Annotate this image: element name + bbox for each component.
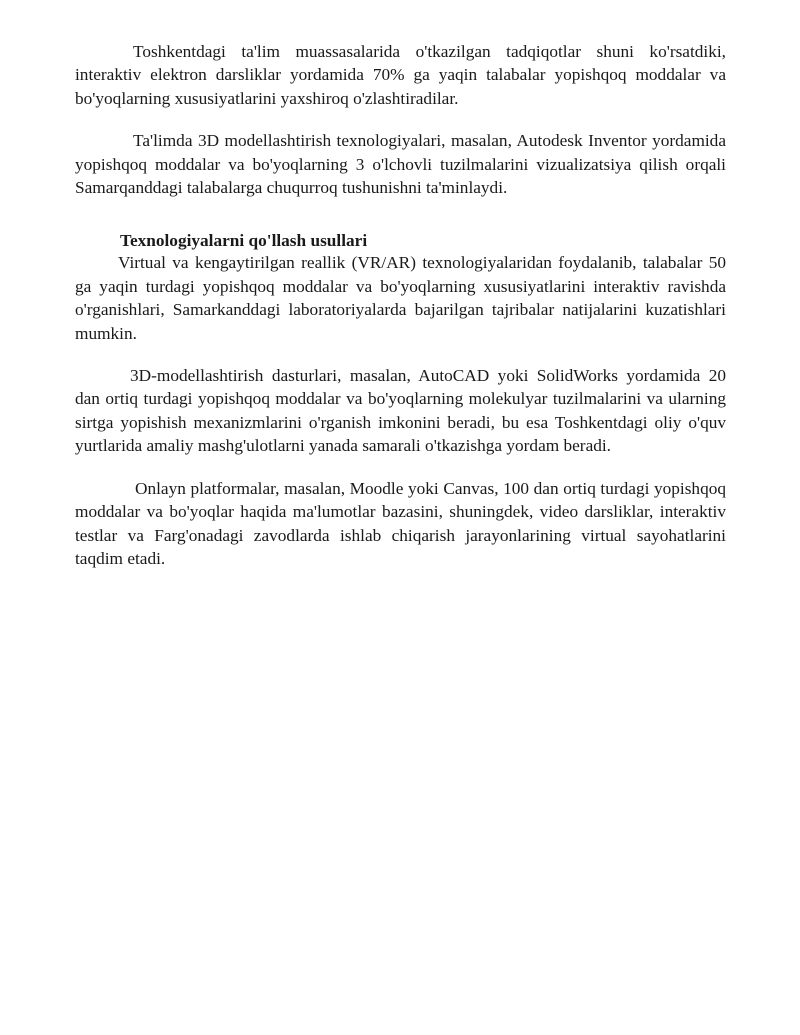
paragraph-3d-software: 3D-modellashtirish dasturlari, masalan, AutoCAD yoki SolidWorks yordamida 20 dan ortiq turdagi yopishqoq moddalar va bo'yoqlarning molekulyar tuzilmalarini va ularning sirtga yopishish mexanizmlarini o'rganish imkonini beradi, bu esa Toshkentdagi oliy o'quv yurtlarida amaliy mashg'ulotlarni yanada samarali o'tkazishga yordam beradi. — [75, 366, 726, 456]
document-page — [75, 40, 726, 570]
paragraph-vr-ar: Virtual va kengaytirilgan reallik (VR/AR) texnologiyalaridan foydalanib, talabalar 50 ga yaqin turdagi yopishqoq moddalar va bo'yoqlarning xususiyatlarini interaktiv ravishda o'rganishlari, Samarkanddagi laboratoriyalarda bajarilgan tajribalar natijalarini kuzatishlari mumkin. — [75, 253, 726, 343]
paragraph-3d-modeling: Ta'limda 3D modellashtirish texnologiyalari, masalan, Autodesk Inventor yordamida yopishqoq moddalar va bo'yoqlarning 3 o'lchovli tuzilmalarini vizualizatsiya qilish orqali Samarqanddagi talabalarga chuqurroq tushunishni ta'minlaydi. — [75, 131, 726, 198]
paragraph-tashkent-study: Toshkentdagi ta'lim muassasalarida o'tkazilgan tadqiqotlar shuni ko'rsatdiki, interaktiv elektron darsliklar yordamida 70% ga yaqin talabalar yopishqoq moddalar va bo'yoqlarning xususiyatlarini yaxshiroq o'zlashtiradilar. — [75, 42, 726, 108]
paragraph-online-platforms: Onlayn platformalar, masalan, Moodle yoki Canvas, 100 dan ortiq turdagi yopishqoq moddalar va bo'yoqlar haqida ma'lumotlar bazasini, shuningdek, video darsliklar, interaktiv testlar va Farg'onadagi zavodlarda ishlab chiqarish jarayonlarining virtual sayohatlarini taqdim etadi. — [75, 478, 726, 568]
section-heading: Texnologiyalarni qo'llash usullari — [120, 231, 368, 251]
